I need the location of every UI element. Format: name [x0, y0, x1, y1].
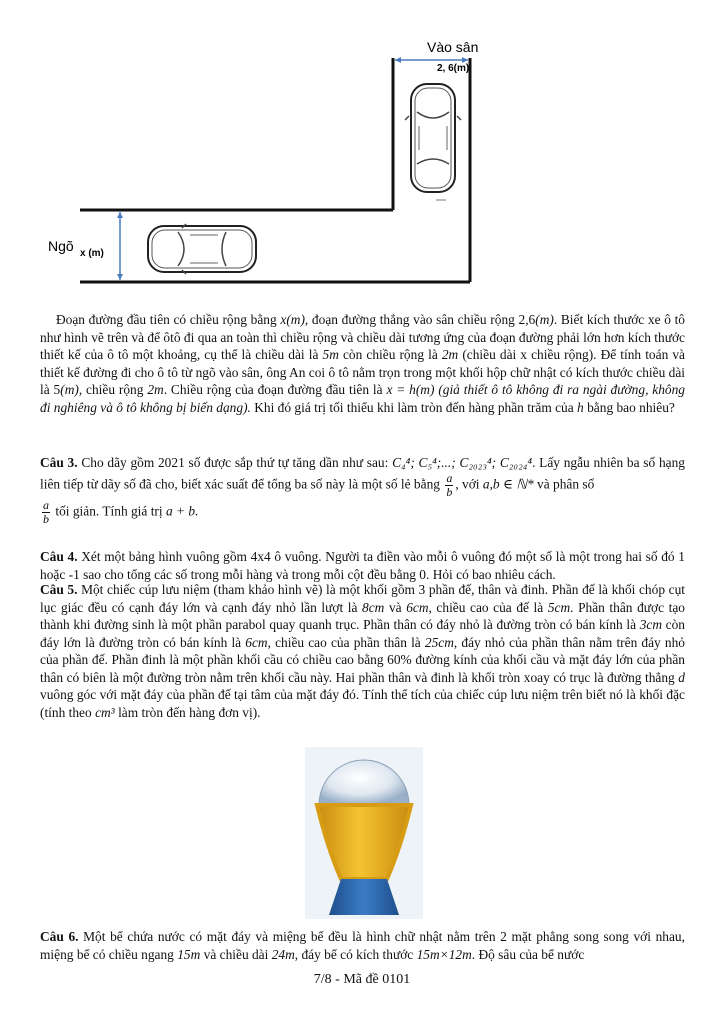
text: . Chiều rộng của đoạn đường đầu tiên là [163, 382, 383, 397]
blue-base [329, 879, 399, 915]
math-value: 6cm [245, 634, 268, 650]
question-label: Câu 4. [40, 549, 78, 564]
label-ngo: Ngõ [48, 238, 74, 254]
math-value: 6cm [406, 599, 429, 615]
text: . Biết kích thước xe ô tô như hình vẽ trên và để ôtô đi qua an toàn thì chiều rộng và chiều dài tương ứng của đoạn đường phải lớn hơn kích thước thiết kế của ô tô một khoảng, cụ thể là chiều dài là [40, 312, 685, 362]
math-expression: a + b. [165, 503, 199, 519]
trophy-cup-figure [305, 747, 423, 919]
math-unit-m: (m) [535, 312, 554, 327]
math-unit: cm³ [95, 704, 115, 720]
math-width: 2m [147, 382, 164, 397]
text: , chiều cao của đế là [428, 599, 544, 615]
math-unit-m: (m) [60, 382, 79, 397]
text: . Phần thân được tạo thành khi đường sinh là một phần parabol quay quanh trục. Phần thân có đáy nhỏ là đường tròn có bán kính là [40, 599, 685, 632]
text: . Độ sâu của bể nước [471, 946, 585, 962]
label-width-left: x (m) [80, 248, 104, 259]
text: còn chiều rộng là [342, 347, 438, 362]
math-length: 5m [322, 347, 339, 362]
page-footer: 7/8 - Mã đề 0101 [313, 972, 411, 987]
text: và [388, 599, 402, 615]
question-6 [40, 928, 685, 963]
car-vertical-icon [405, 84, 461, 192]
question-label: Câu 5. [40, 582, 78, 597]
text: Một chiếc cúp lưu niệm (tham khảo hình vẽ) là một khối gồm 3 phần đế, thân và đinh. Phần đế là khối chóp cụt lục giác đều có cạnh đáy lớn và cạnh đáy nhỏ lần lượt là [40, 582, 685, 615]
question-label: Câu 6. [40, 929, 79, 944]
math-value: 5cm [547, 599, 571, 615]
text: , đáy bể có kích thước [294, 946, 414, 962]
math-value: 25cm [424, 634, 454, 650]
math-value: 3cm [639, 617, 663, 632]
text: , đoạn đường thẳng vào sân chiều rộng 2,6 [304, 312, 536, 327]
text: Khi đó giá trị tối thiểu khi làm tròn đến hàng phần trăm của [254, 399, 574, 415]
text: và phân số [537, 476, 595, 492]
math-value: 15m×12m [416, 946, 472, 962]
text: , chiều cao của phần thân là [267, 634, 421, 650]
fraction-a-b: $\frac{a}{b}$ [446, 470, 453, 499]
text: (chiều dài x chiều rộng). Để tính toán và thiết kế đường đi cho ô tô từ ngõ vào sân, ông An coi ô tô nằm trọn trong một khối hộp chữ nhật có kích thước chiều dài là 5 [40, 347, 685, 397]
text: , đáy nhỏ của phần thân nằm trên đáy nhỏ của phần đế. Phần đinh là một phần khối cầu có chiều cao bằng 60% đường kính của khối cầu và mặt đáy lớn của phần thân có biên là một đường tròn nằm trên khối cầu này. Hai phần thân và đinh là khối tròn xoay có trục là đường thẳng [40, 634, 685, 685]
label-width-top: 2, 6(m) [437, 63, 470, 74]
text: , chiều rộng [78, 382, 144, 397]
problem-paragraph-car [40, 311, 685, 416]
math-line-d: d [678, 669, 685, 685]
text: , với [455, 476, 480, 492]
math-equation: x = h(m) [386, 382, 435, 397]
car-horizontal-icon [148, 224, 256, 274]
text: tối giản. Tính giá trị [55, 503, 163, 519]
question-5 [40, 581, 685, 721]
text: Cho dãy gồm 2021 số được sắp thứ tự tăng dần như sau: [81, 455, 389, 470]
text: Xét một bảng hình vuông gồm 4x4 ô vuông. Người ta điền vào mỗi ô vuông đó một số là một trong hai số đó 1 hoặc -1 sao cho tổng các số trong mỗi hàng và trong mỗi cột đều bằng 0. Hỏi có bao nhiêu cách. [40, 549, 685, 582]
text: còn đáy lớn là đường tròn có bán kính là [40, 617, 685, 650]
math-condition: a,b ∈ ℕ* [482, 476, 534, 492]
car-road-figure [40, 30, 560, 300]
label-vao-san: Vào sân [427, 39, 479, 55]
text: vuông góc với mặt đáy của phần đế tại tâm của mặt đáy đó. Tính thể tích của chiếc cúp lưu niệm trên biết nó là khối đặc (tính theo [40, 687, 685, 720]
text: . Lấy ngẫu nhiên ba số hạng liên tiếp từ dãy số đã cho, biết xác suất để tổng ba số này là một số lẻ bằng [40, 455, 685, 492]
assumption-note: (giả thiết ô tô không đi ra ngài đường, không đi nghiêng và ô tô không bị biến dạng). [40, 382, 685, 415]
question-4 [40, 548, 685, 583]
math-sequence: C₄⁴; C₅⁴;...; C₂₀₂₃⁴; C₂₀₂₄⁴ [392, 455, 533, 470]
math-value: 24m [271, 946, 295, 962]
math-value: 15m [177, 946, 201, 962]
question-3 [40, 454, 685, 526]
text: bằng bao nhiêu? [587, 399, 675, 415]
math-value: 8cm [362, 599, 385, 615]
question-label: Câu 3. [40, 455, 78, 470]
math-h: h [577, 399, 584, 415]
text: và chiều dài [203, 946, 269, 962]
math-x-m: x(m) [280, 312, 305, 327]
text: làm tròn đến hàng đơn vị). [118, 704, 261, 720]
math-width: 2m [441, 347, 459, 362]
fraction-a-b: $\frac{a}{b}$ [43, 497, 49, 526]
text: Một bể chứa nước có mặt đáy và miệng bể đều là hình chữ nhật nằm trên 2 mặt phẳng song song với nhau, miệng bể có chiều ngang [40, 929, 685, 962]
text: Đoạn đường đầu tiên có chiều rộng bằng [56, 312, 277, 327]
